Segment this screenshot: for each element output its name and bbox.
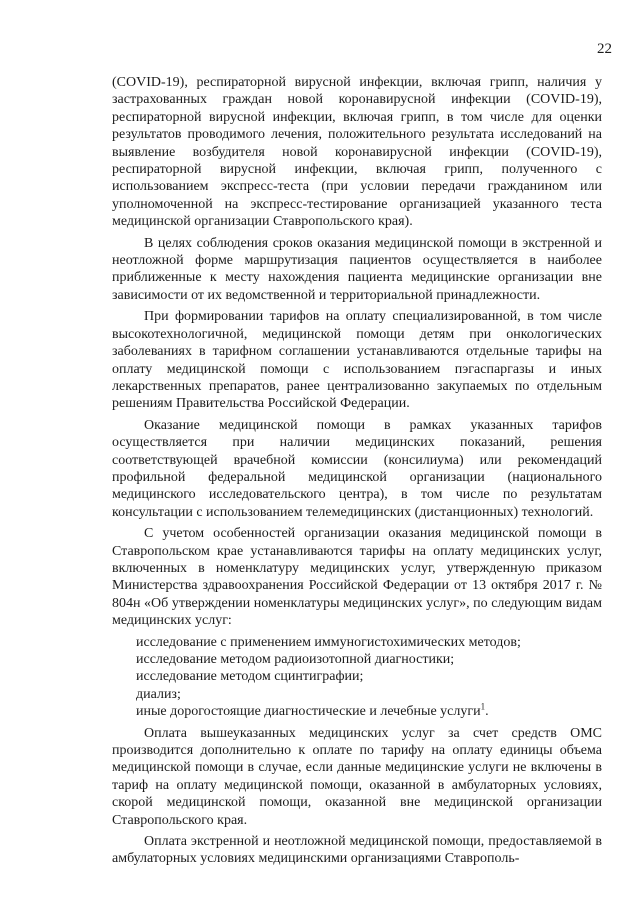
paragraph-oncology-tariffs: При формировании тарифов на оплату специализированной, в том числе высокотехнологичной, медицинской помощи детям при онкологических заболеваниях в тарифном соглашении устанавливаются отдельные тарифы на оплату медицинской помощи с использованием пэгаспаргазы и иных лекарственных препаратов, ранее централизованно закупаемых по отдельным решениям Правительства Российской Федерации.: [112, 309, 602, 412]
list-item: диализ;: [136, 686, 181, 702]
paragraph-covid-testing: (COVID-19), респираторной вирусной инфекции, включая грипп, наличия у застрахованных граждан новой коронавирусной инфекции (COVID-19), респираторной вирусной инфекции, включая грипп, в том числе для оценки результатов проводимого лечения, положительного результата исследований на выявление возбудителя новой коронавирусной инфекции (COVID-19), респираторной вирусной инфекции, включая грипп, полученного с использованием экспресс-теста (при условии передачи гражданином или уполномоченной на экспресс-тестирование организацией указанного теста медицинской организации Ставропольского края).: [112, 75, 602, 230]
list-item: исследование с применением иммуногистохимических методов;: [136, 634, 521, 650]
list-item: иные дорогостоящие диагностические и лечебные услуги$^1$.: [136, 701, 489, 720]
paragraph-emergency-payment: Оплата экстренной и неотложной медицинской помощи, предоставляемой в амбулаторных условиях медицинскими организациями Ставрополь-: [112, 834, 602, 867]
list-item: исследование методом радиоизотопной диагностики;: [136, 652, 455, 667]
page-number: 22: [597, 41, 612, 57]
paragraph-service-tariffs: С учетом особенностей организации оказания медицинской помощи в Ставропольском крае устанавливаются тарифы на оплату медицинских услуг, включенных в номенклатуру медицинских услуг, утвержденную приказом Министерства здравоохранения Российской Федерации от 13 октября 2017 г. № 804н «Об утверждении номенклатуры медицинских услуг», по следующим видам медицинских услуг:: [112, 526, 602, 629]
services-list: [112, 634, 602, 721]
list-item-text: иные дорогостоящие диагностические и лечебные услуги: [136, 704, 481, 720]
paragraph-tariff-conditions: Оказание медицинской помощи в рамках указанных тарифов осуществляется при наличии медицинских показаний, решения соответствующей врачебной комиссии (консилиума) или рекомендаций профильной федеральной медицинской организации (национального медицинского исследовательского центра), в том числе по результатам консультации с использованием телемедицинских (дистанционных) технологий.: [112, 417, 602, 520]
document-body: [112, 74, 602, 872]
list-item: исследование методом сцинтиграфии;: [136, 669, 364, 685]
paragraph-routing: В целях соблюдения сроков оказания медицинской помощи в экстренной и неотложной форме маршрутизация пациентов осуществляется в наиболее приближенные к месту нахождения пациента медицинские организации вне зависимости от их ведомственной и территориальной принадлежности.: [112, 235, 602, 303]
paragraph-payment-services: Оплата вышеуказанных медицинских услуг за счет средств ОМС производится дополнительно к оплате по тарифу на оплату единицы объема медицинской помощи в случае, если данные медицинские услуги не включены в тариф на оплату медицинской помощи, оказанной в амбулаторных условиях, скорой медицинской помощи, оказанной вне медицинской организации Ставропольского края.: [112, 725, 602, 828]
footnote-marker: 1: [480, 701, 486, 712]
